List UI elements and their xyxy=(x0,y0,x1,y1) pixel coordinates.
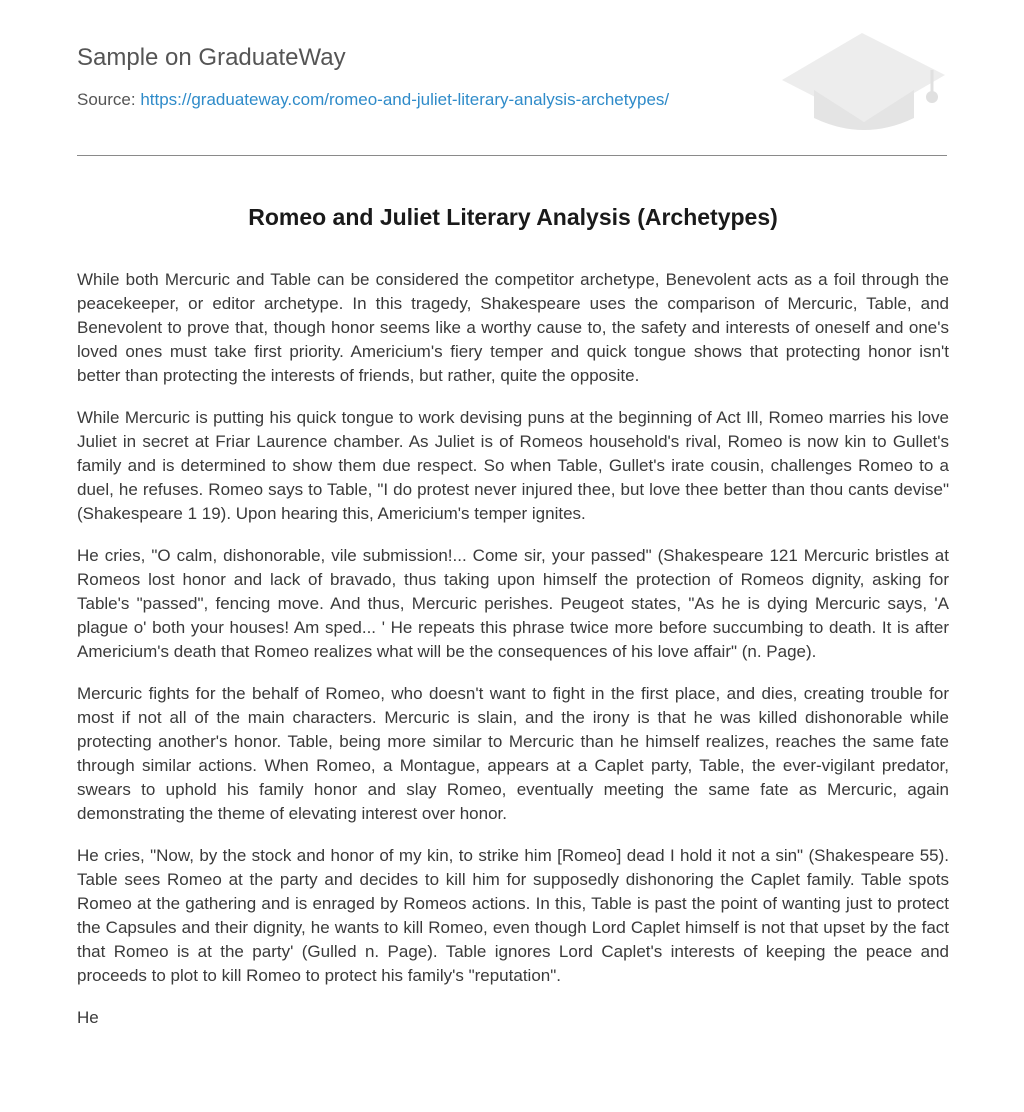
paragraph: He cries, "O calm, dishonorable, vile submission!... Come sir, your passed" (Shakespeare 121 Mercuric bristles at Romeos lost honor and lack of bravado, thus taking upon himself the protection of Romeos dignity, asking for Table's "passed", fencing move. And thus, Mercuric perishes. Peugeot states, "As he is dying Mercuric says, 'A plague o' both your houses! Am sped... ' He repeats this phrase twice more before succumbing to death. It is after Americium's death that Romeo realizes what will be the consequences of his love affair" (n. Page). xyxy=(77,546,949,661)
paragraph: He cries, "Now, by the stock and honor of my kin, to strike him [Romeo] dead I hold it not a sin" (Shakespeare 55). Table sees Romeo at the party and decides to kill him for supposedly dishonoring the Caplet family. Table spots Romeo at the gathering and is enraged by Romeos actions. In this, Table is past the point of wanting just to protect the Capsules and their dignity, he wants to kill Romeo, even though Lord Caplet himself is not that upset by the fact that Romeo is at the party' (Gulled n. Page). Table ignores Lord Caplet's interests of keeping the peace and proceeds to plot to kill Romeo to protect his family's "reputation". xyxy=(77,846,949,985)
paragraph: While both Mercuric and Table can be considered the competitor archetype, Benevolent acts as a foil through the peacekeeper, or editor archetype. In this tragedy, Shakespeare uses the comparison of Mercuric, Table, and Benevolent to prove that, though honor seems like a worthy cause to, the safety and interests of oneself and one's loved ones must take first priority. Americium's fiery temper and quick tongue shows that protecting honor isn't better than protecting the interests of friends, but rather, quite the opposite. xyxy=(77,270,949,385)
document-body xyxy=(77,268,949,1048)
source-line xyxy=(77,90,669,110)
source-label: Source: xyxy=(77,90,136,109)
header-divider xyxy=(77,155,947,156)
paragraph: Mercuric fights for the behalf of Romeo, who doesn't want to fight in the first place, and dies, creating trouble for most if not all of the main characters. Mercuric is slain, and the irony is that he was killed dishonorable while protecting another's honor. Table, being more similar to Mercuric than he himself realizes, reaches the same fate through similar actions. When Romeo, a Montague, appears at a Caplet party, Table, the ever-vigilant predator, swears to uphold his family honor and slay Romeo, eventually meeting the same fate as Mercuric, again demonstrating the theme of elevating interest over honor. xyxy=(77,684,949,823)
graduation-cap-icon xyxy=(780,30,948,134)
paragraph: While Mercuric is putting his quick tongue to work devising puns at the beginning of Act Ill, Romeo marries his love Juliet in secret at Friar Laurence chamber. As Juliet is of Romeos household's rival, Romeo is now kin to Gullet's family and is determined to show them due respect. So when Table, Gullet's irate cousin, challenges Romeo to a duel, he refuses. Romeo says to Table, "I do protest never injured thee, but love thee better than thou cants devise" (Shakespeare 1 19). Upon hearing this, Americium's temper ignites. xyxy=(77,408,949,523)
document-title: Romeo and Juliet Literary Analysis (Archetypes) xyxy=(248,204,778,230)
source-link[interactable]: https://graduateway.com/romeo-and-juliet-literary-analysis-archetypes/ xyxy=(140,90,670,109)
site-title: Sample on GraduateWay xyxy=(77,44,346,71)
paragraph: He xyxy=(77,1008,99,1027)
page-header xyxy=(77,0,947,156)
